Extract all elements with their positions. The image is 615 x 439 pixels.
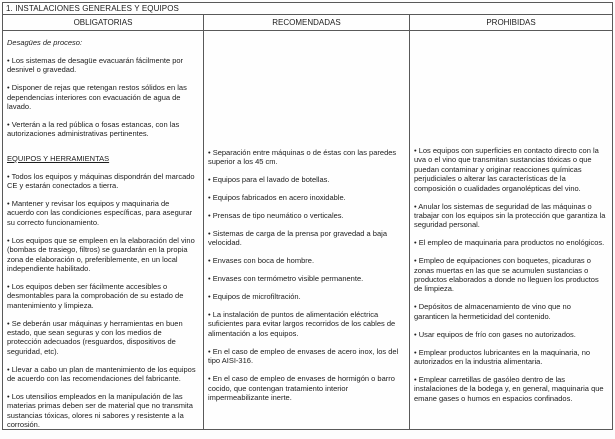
- column-recomendadas: [204, 31, 410, 429]
- bullet-item: • En el caso de empleo de envases de acero inox, los del tipo AISI-316.: [208, 346, 399, 366]
- bullet-item: • Emplear carretillas de gasóleo dentro de las instalaciones de la bodega y, en general, maquinaria que emane gases o humos en espacios confinados.: [414, 374, 604, 403]
- bullet-item: • Mantener y revisar los equipos y maquinaria de acuerdo con las condiciones específicas, para asegurar su correcto funcionamiento.: [7, 198, 193, 227]
- bullet-item: • Anular los sistemas de seguridad de las máquinas o trabajar con los equipos sin la protección que garantiza la seguridad personal.: [414, 201, 606, 230]
- bullet-item: • Disponer de rejas que retengan restos sólidos en las dependencias interiores con evacuación de agua de lavado.: [7, 83, 187, 112]
- bullet-item: • Sistemas de carga de la prensa por gravedad a baja velocidad.: [208, 229, 387, 248]
- bullet-item: • Los equipos deben ser fácilmente accesibles o desmontables para la comprobación de su estado de mantenimiento y limpieza.: [7, 281, 184, 310]
- column-prohibidas: [410, 31, 612, 429]
- column-obligatorias: [3, 31, 204, 429]
- bullet-item: • Todos los equipos y máquinas dispondrán del marcado CE y estarán conectados a tierra.: [7, 171, 195, 191]
- bullet-item: • Equipos de microfiltración.: [208, 292, 301, 302]
- bullet-item: • Envases con termómetro visible permanente.: [208, 274, 364, 284]
- bullet-item: • Se deberán usar máquinas y herramientas en buen estado, que sean seguras y con los medios de protección adecuados (resguardos, dispositivos de seguridad, etc).: [7, 318, 183, 356]
- bullet-item: • Verterán a la red pública o fosas estancas, con las autorizaciones administrativas pertinentes.: [7, 119, 180, 139]
- column-header-prohibidas: PROHIBIDAS: [486, 18, 536, 27]
- bullet-item: • Los utensilios empleados en la manipulación de las materias primas deben ser de material que no transmita sustancias tóxicas, olores ni sabores y resistente a la corrosión.: [7, 391, 193, 429]
- section-heading: EQUIPOS Y HERRAMIENTAS: [7, 153, 110, 163]
- bullet-item: • Usar equipos de frío con gases no autorizados.: [414, 329, 576, 339]
- column-header-obligatorias: OBLIGATORIAS: [3, 15, 204, 30]
- bullet-item: • Los equipos que se empleen en la elaboración del vino (bombas de trasiego, filtros) se guardarán en la propia zona de elaboración o, preferiblemente, en un local independiente habilitado.: [7, 235, 195, 273]
- bullet-item: • Prensas de tipo neumático o verticales.: [208, 211, 344, 221]
- bullet-item: • En el caso de empleo de envases de hormigón o barro cocido, que contengan tratamiento interior impermeabilizante inerte.: [208, 374, 395, 402]
- bullet-item: • Equipos para el lavado de botellas.: [208, 175, 330, 185]
- bullet-item: • Los sistemas de desagüe evacuarán fácilmente por desnivel o gravedad.: [7, 55, 184, 75]
- bullet-item: • El empleo de maquinaria para productos no enológicos.: [414, 238, 605, 248]
- bullet-item: • Envases con boca de hombre.: [208, 256, 315, 266]
- bullet-item: • Emplear productos lubricantes en la maquinaria, no autorizados en la industria alimentaria.: [414, 347, 591, 366]
- table-instalaciones-generales: [2, 2, 613, 430]
- section-heading: Desagües de proceso:: [7, 38, 83, 47]
- table-header-row: [2, 15, 613, 31]
- bullet-item: • Separación entre máquinas o de éstas con las paredes superior a los 45 cm.: [208, 148, 397, 167]
- column-header-recomendadas: RECOMENDADAS: [204, 15, 410, 30]
- bullet-item: • Llevar a cabo un plan de mantenimiento de los equipos de acuerdo con las recomendaciones del fabricante.: [7, 364, 196, 384]
- bullet-item: • Empleo de equipaciones con boquetes, picaduras o zonas muertas en las que se acumulen sustancias o productos elaborados a donde no lleguen los productos de limpieza.: [414, 256, 599, 294]
- table-title: 1. INSTALACIONES GENERALES Y EQUIPOS: [2, 2, 613, 15]
- bullet-item: • Los equipos con superficies en contacto directo con la uva o el vino que transmitan sustancias tóxicas o que puedan contaminar y originar reacciones químicas perjudiciales o alterar las características de la composición o cualidades organolépticas del vino.: [414, 146, 599, 193]
- bullet-item: • La instalación de puntos de alimentación eléctrica suficientes para evitar largos recorridos de los cables de alimentación a los equipos.: [208, 310, 396, 338]
- table-body-row: [2, 31, 613, 430]
- bullet-item: • Equipos fabricados en acero inoxidable.: [208, 193, 346, 203]
- bullet-item: • Depósitos de almacenamiento de vino que no garanticen la hermeticidad del contenido.: [414, 302, 571, 321]
